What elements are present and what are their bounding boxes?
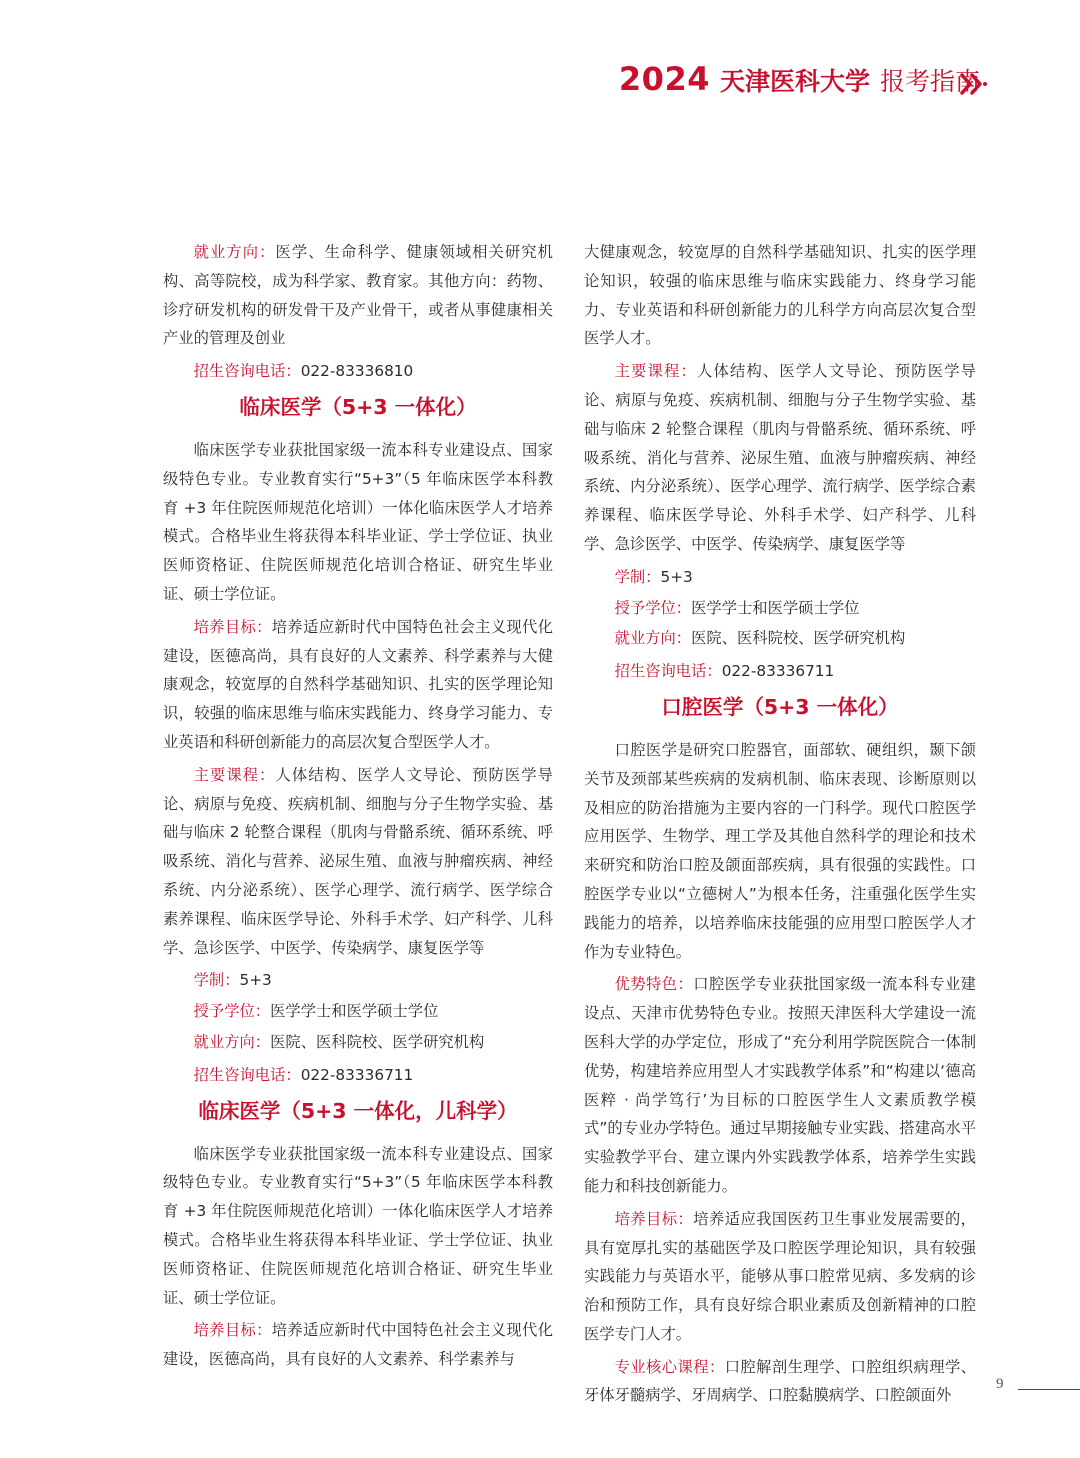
- employment: [163, 1028, 553, 1057]
- employment: [584, 624, 976, 653]
- field-label: 学制：: [193, 971, 240, 990]
- field-value: 培养适应我国医药卫生事业发展需要的，具有宽厚扎实的基础医学及口腔医学理论知识，具有较强实践能力与英语水平，能够从事口腔常见病、多发病的诊治和预防工作，具有良好综合职业素质及创新精神的口腔医学专门人才。: [584, 1209, 976, 1343]
- header-year: 2024: [618, 60, 710, 98]
- section-description: 临床医学专业获批国家级一流本科专业建设点、国家级特色专业。专业教育实行“5+3”（5 年临床医学本科教育 +3 年住院医师规范化培训）一体化临床医学人才培养模式。合格毕业生将获得本科毕业证、学士学位证、执业医师资格证、住院医师规范化培训合格证、研究生毕业证、硕士学位证。: [163, 440, 553, 603]
- intro-phone: [163, 357, 553, 386]
- main-courses: [584, 357, 976, 559]
- training-goal-continued: 大健康观念，较宽厚的自然科学基础知识、扎实的医学理论知识，较强的临床思维与临床实践能力、终身学习能力、专业英语和科研创新能力的儿科学方向高层次复合型医学人才。: [584, 243, 976, 348]
- field-value: 医院、医科院校、医学研究机构: [691, 629, 906, 648]
- duration: [584, 563, 976, 592]
- section-title: 临床医学（5+3 一体化）: [239, 394, 477, 419]
- section-description: 口腔医学是研究口腔器官，面部软、硬组织，颞下颌关节及颈部某些疾病的发病机制、临床表现、诊断原则以及相应的防治措施为主要内容的一门科学。现代口腔医学应用医学、生物学、理工学及其他自然科学的理论和技术来研究和防治口腔及颌面部疾病，具有很强的实践性。口腔医学专业以“立德树人”为根本任务，注重强化医学生实践能力的培养，以培养临床技能强的应用型口腔医学人才作为专业特色。: [584, 740, 976, 961]
- field-value: 医学学士和医学硕士学位: [691, 598, 860, 617]
- field-label: 就业方向：: [193, 243, 276, 261]
- training-goal: [163, 1316, 553, 1374]
- core-courses: [584, 1353, 976, 1411]
- intro-employment: [163, 238, 553, 353]
- field-value: 人体结构、医学人文导论、预防医学导论、病原与免疫、疾病机制、细胞与分子生物学实验、基础与临床 2 轮整合课程（肌肉与骨骼系统、循环系统、呼吸系统、消化与营养、泌尿生殖、血液与肿瘤疾病、神经系统、内分泌系统）、医学心理学、流行病学、医学综合素养课程、临床医学导论、外科手术学、妇产科学、儿科学、急诊医学、中医学、传染病学、康复医学等: [163, 765, 553, 957]
- field-label: 主要课程：: [614, 362, 697, 381]
- field-label: 学制：: [614, 567, 661, 586]
- field-value: 医院、医科院校、医学研究机构: [270, 1032, 485, 1051]
- field-label: 主要课程：: [193, 765, 276, 784]
- degree: [163, 997, 553, 1026]
- field-value: 人体结构、医学人文导论、预防医学导论、病原与免疫、疾病机制、细胞与分子生物学实验、基础与临床 2 轮整合课程（肌肉与骨骼系统、循环系统、呼吸系统、消化与营养、泌尿生殖、血液与肿瘤疾病、神经系统、内分泌系统）、医学心理学、流行病学、医学综合素养课程、临床医学导论、外科手术学、妇产科学、儿科学、急诊医学、中医学、传染病学、康复医学等: [584, 362, 976, 553]
- field-value: 022-83336711: [721, 662, 835, 681]
- footer-divider: [1018, 1389, 1080, 1390]
- double-chevron-right-icon: [960, 72, 988, 96]
- left-column: [163, 238, 553, 1376]
- duration: [163, 966, 553, 995]
- field-label: 就业方向：: [193, 1032, 271, 1051]
- header-guide: 报考指南: [879, 67, 980, 96]
- field-label: 授予学位：: [193, 1002, 271, 1021]
- phone: [584, 657, 976, 686]
- field-label: 招生咨询电话：: [614, 662, 722, 681]
- section-title: 临床医学（5+3 一体化，儿科学）: [198, 1098, 518, 1123]
- page-number: 9: [996, 1376, 1004, 1392]
- field-value: 022-83336711: [300, 1065, 414, 1084]
- right-column: [584, 238, 976, 1412]
- field-label: 培养目标：: [193, 617, 272, 636]
- training-goal: [163, 613, 553, 757]
- field-label: 就业方向：: [614, 629, 692, 648]
- training-goal: [584, 1205, 976, 1349]
- field-value: 口腔解剖生理学、口腔组织病理学、牙体牙髓病学、牙周病学、口腔黏膜病学、口腔颌面外: [584, 1357, 976, 1405]
- advantage-features: [584, 970, 976, 1200]
- field-value: 培养适应新时代中国特色社会主义现代化建设，医德高尚，具有良好的人文素养、科学素养与: [163, 1321, 553, 1369]
- field-label: 培养目标：: [193, 1321, 272, 1340]
- field-value: 5+3: [660, 567, 693, 586]
- phone: [163, 1061, 553, 1090]
- field-label: 培养目标：: [614, 1209, 694, 1228]
- section-title: 口腔医学（5+3 一体化）: [661, 694, 899, 719]
- field-label: 招生咨询电话：: [193, 1065, 301, 1084]
- field-value: 5+3: [239, 971, 272, 990]
- section-description: 临床医学专业获批国家级一流本科专业建设点、国家级特色专业。专业教育实行“5+3”（5 年临床医学本科教育 +3 年住院医师规范化培训）一体化临床医学人才培养模式。合格毕业生将获得本科毕业证、学士学位证、执业医师资格证、住院医师规范化培训合格证、研究生毕业证、硕士学位证。: [163, 1144, 553, 1307]
- field-label: 专业核心课程：: [614, 1357, 725, 1376]
- field-value: 022-83336810: [300, 362, 414, 381]
- page-header: [619, 60, 980, 98]
- degree: [584, 594, 976, 623]
- header-university: 天津医科大学: [719, 67, 870, 96]
- field-value: 医学学士和医学硕士学位: [270, 1002, 439, 1021]
- field-label: 招生咨询电话：: [193, 362, 301, 381]
- field-value: 医学、生命科学、健康领域相关研究机构、高等院校，成为科学家、教育家。其他方向：药物、诊疗研发机构的研发骨干及产业骨干，或者从事健康相关产业的管理及创业: [163, 243, 553, 348]
- field-label: 授予学位：: [614, 598, 692, 617]
- field-label: 优势特色：: [614, 975, 694, 994]
- field-value: 口腔医学专业获批国家级一流本科专业建设点、天津市优势特色专业。按照天津医科大学建设一流医科大学的办学定位，形成了“充分利用学院医院合一体制优势，构建培养应用型人才实践教学体系”和“构建以‘德高医粹 · 尚学笃行’为目标的口腔医学生人文素质教学模式”的专业办学特色。通过早期接触专业实践、搭建高水平实验教学平台、建立课内外实践教学体系，培养学生实践能力和科技创新能力。: [584, 975, 976, 1195]
- field-value: 培养适应新时代中国特色社会主义现代化建设，医德高尚，具有良好的人文素养、科学素养与大健康观念，较宽厚的自然科学基础知识、扎实的医学理论知识，较强的临床思维与临床实践能力、终身学习能力、专业英语和科研创新能力的高层次复合型医学人才。: [163, 617, 553, 751]
- main-courses: [163, 761, 553, 963]
